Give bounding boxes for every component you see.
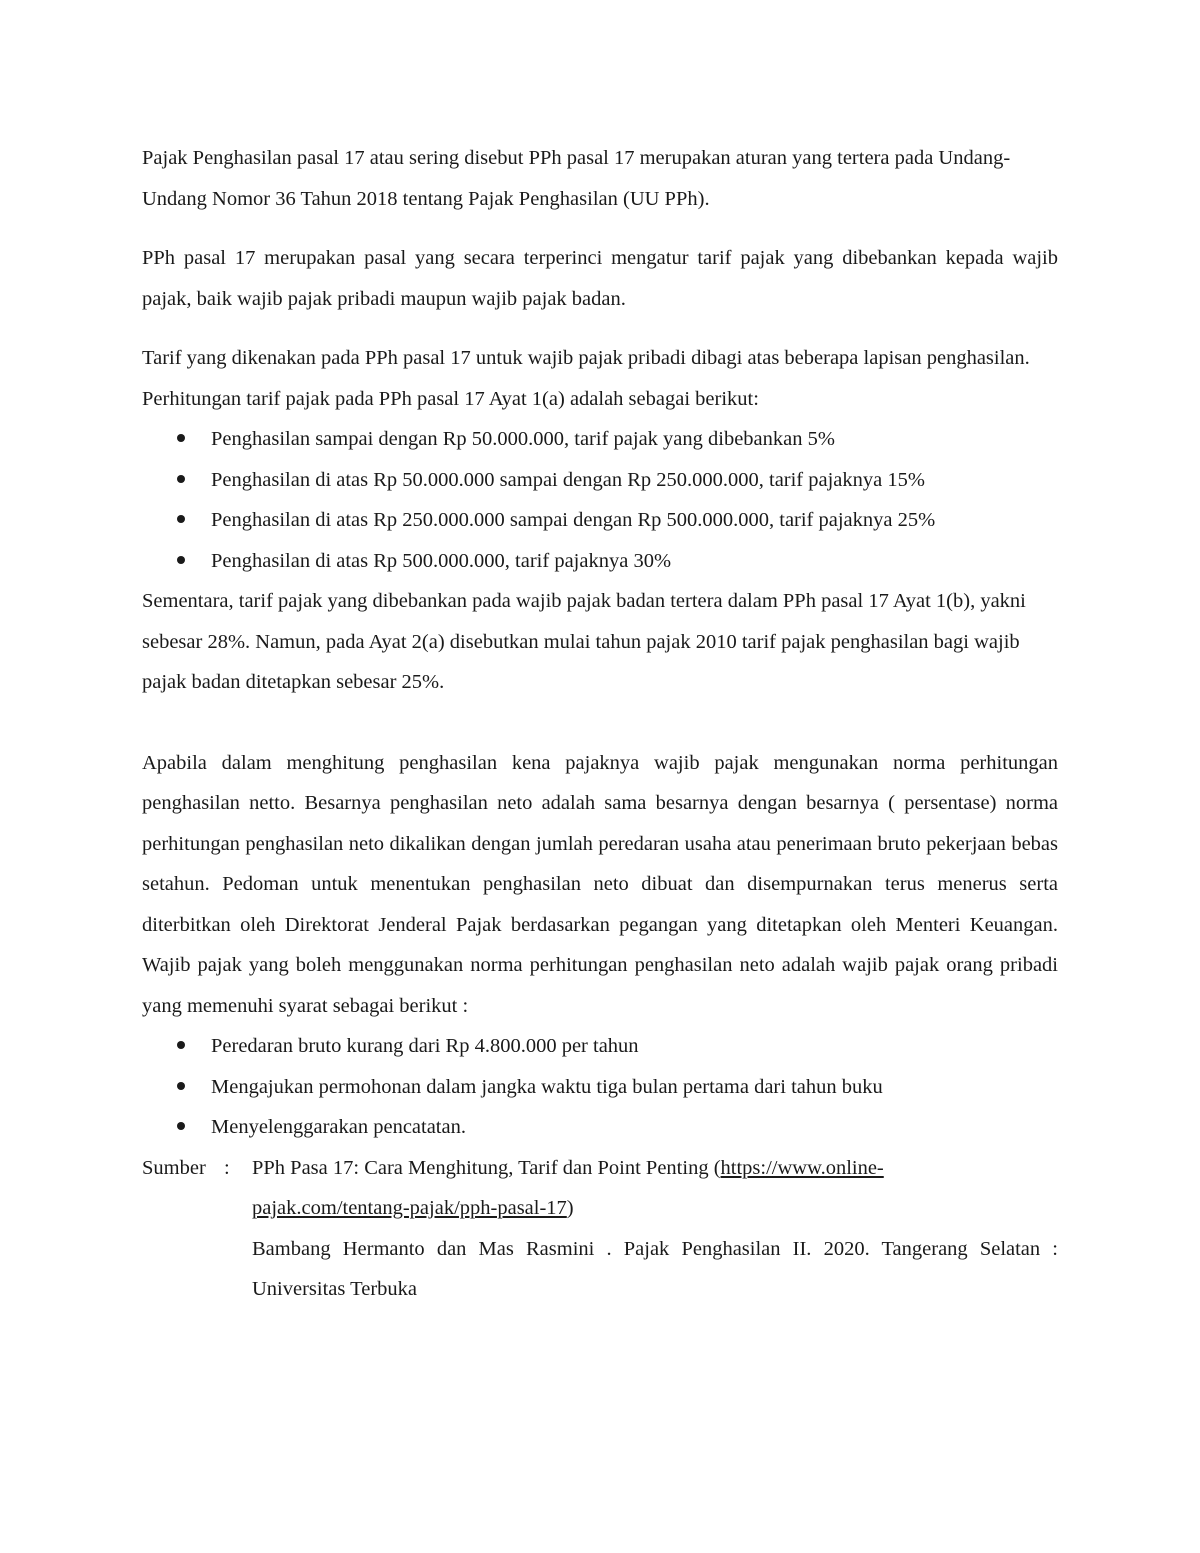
source-row: [142, 1148, 1058, 1189]
paragraph-tarif-pribadi: Tarif yang dikenakan pada PPh pasal 17 untuk wajib pajak pribadi dibagi atas beberapa lapisan penghasilan. Perhitungan tarif pajak pada PPh pasal 17 Ayat 1(a) adalah sebagai berikut:: [142, 347, 1030, 410]
requirement-text: Menyelenggarakan pencatatan.: [211, 1116, 466, 1138]
list-item: [142, 460, 1058, 501]
bullet-icon: [177, 515, 185, 523]
tax-bracket-text: Penghasilan di atas Rp 50.000.000 sampai dengan Rp 250.000.000, tarif pajaknya 15%: [211, 468, 925, 491]
tax-bracket-text: Penghasilan di atas Rp 500.000.000, tarif pajaknya 30%: [211, 549, 672, 572]
tax-bracket-list: [142, 419, 1058, 581]
bullet-icon: [177, 556, 185, 564]
tax-bracket-text: Penghasilan di atas Rp 250.000.000 sampai dengan Rp 500.000.000, tarif pajaknya 25%: [211, 509, 936, 531]
bullet-icon: [177, 1041, 185, 1049]
list-item: [142, 1067, 1058, 1108]
document-page: [142, 138, 1058, 1310]
bullet-icon: [177, 475, 185, 483]
requirements-list: [142, 1026, 1058, 1148]
bullet-icon: [177, 1122, 185, 1130]
bullet-icon: [177, 434, 185, 442]
source-1-link-part2: pajak.com/tentang-pajak/pph-pasal-17: [252, 1197, 567, 1219]
paragraph-tarif-badan: Sementara, tarif pajak yang dibebankan pada wajib pajak badan tertera dalam PPh pasal 17 Ayat 1(b), yakni sebesar 28%. Namun, pada Ayat 2(a) disebutkan mulai tahun pajak 2010 tarif pajak penghasilan bagi wajib pajak badan ditetapkan sebesar 25%.: [142, 590, 1026, 693]
source-1-continuation: [142, 1188, 1058, 1229]
sources-colon: :: [224, 1156, 230, 1179]
paragraph-norma-perhitungan: Apabila dalam menghitung penghasilan kena pajaknya wajib pajak mengunakan norma perhitungan penghasilan netto. Besarnya penghasilan neto adalah sama besarnya dengan besarnya ( persentase) norma perhitungan penghasilan neto dikalikan dengan jumlah peredaran usaha atau penerimaan bruto pekerjaan bebas setahun. Pedoman untuk menentukan penghasilan neto dibuat dan disempurnakan terus menerus serta diterbitkan oleh Direktorat Jenderal Pajak berdasarkan pegangan yang ditetapkan oleh Menteri Keuangan. Wajib pajak yang boleh menggunakan norma perhitungan penghasilan neto adalah wajib pajak orang pribadi yang memenuhi syarat sebagai berikut :: [142, 751, 1058, 1017]
source-1-link-part1: https://www.online-: [720, 1156, 884, 1179]
sources-section: [142, 1148, 1058, 1310]
list-item: [142, 1026, 1058, 1067]
source-1-link-continuation[interactable]: [252, 1197, 567, 1219]
paragraph-pph17-definition: PPh pasal 17 merupakan pasal yang secara terperinci mengatur tarif pajak yang dibebankan kepada wajib pajak, baik wajib pajak pribadi maupun wajib pajak badan.: [142, 247, 1058, 310]
source-1-title: PPh Pasa 17: Cara Menghitung, Tarif dan Point Penting (: [252, 1156, 721, 1179]
list-item: [142, 419, 1058, 460]
source-1-close: ): [566, 1197, 574, 1219]
sources-label: Sumber: [142, 1156, 206, 1179]
source-1-link[interactable]: [721, 1157, 884, 1179]
requirement-text: Peredaran bruto kurang dari Rp 4.800.000 per tahun: [211, 1035, 639, 1057]
source-1: [252, 1148, 1058, 1189]
requirement-text: Mengajukan permohonan dalam jangka waktu tiga bulan pertama dari tahun buku: [211, 1075, 883, 1098]
tax-bracket-text: Penghasilan sampai dengan Rp 50.000.000, tarif pajak yang dibebankan 5%: [211, 428, 835, 450]
bullet-icon: [177, 1082, 185, 1090]
list-item: [142, 541, 1058, 582]
source-2: Bambang Hermanto dan Mas Rasmini . Pajak Penghasilan II. 2020. Tangerang Selatan : Universitas Terbuka: [252, 1237, 1058, 1300]
list-item: [142, 1107, 1058, 1148]
list-item: [142, 500, 1058, 541]
paragraph-intro: Pajak Penghasilan pasal 17 atau sering disebut PPh pasal 17 merupakan aturan yang tertera pada Undang-Undang Nomor 36 Tahun 2018 tentang Pajak Penghasilan (UU PPh).: [142, 147, 1011, 210]
